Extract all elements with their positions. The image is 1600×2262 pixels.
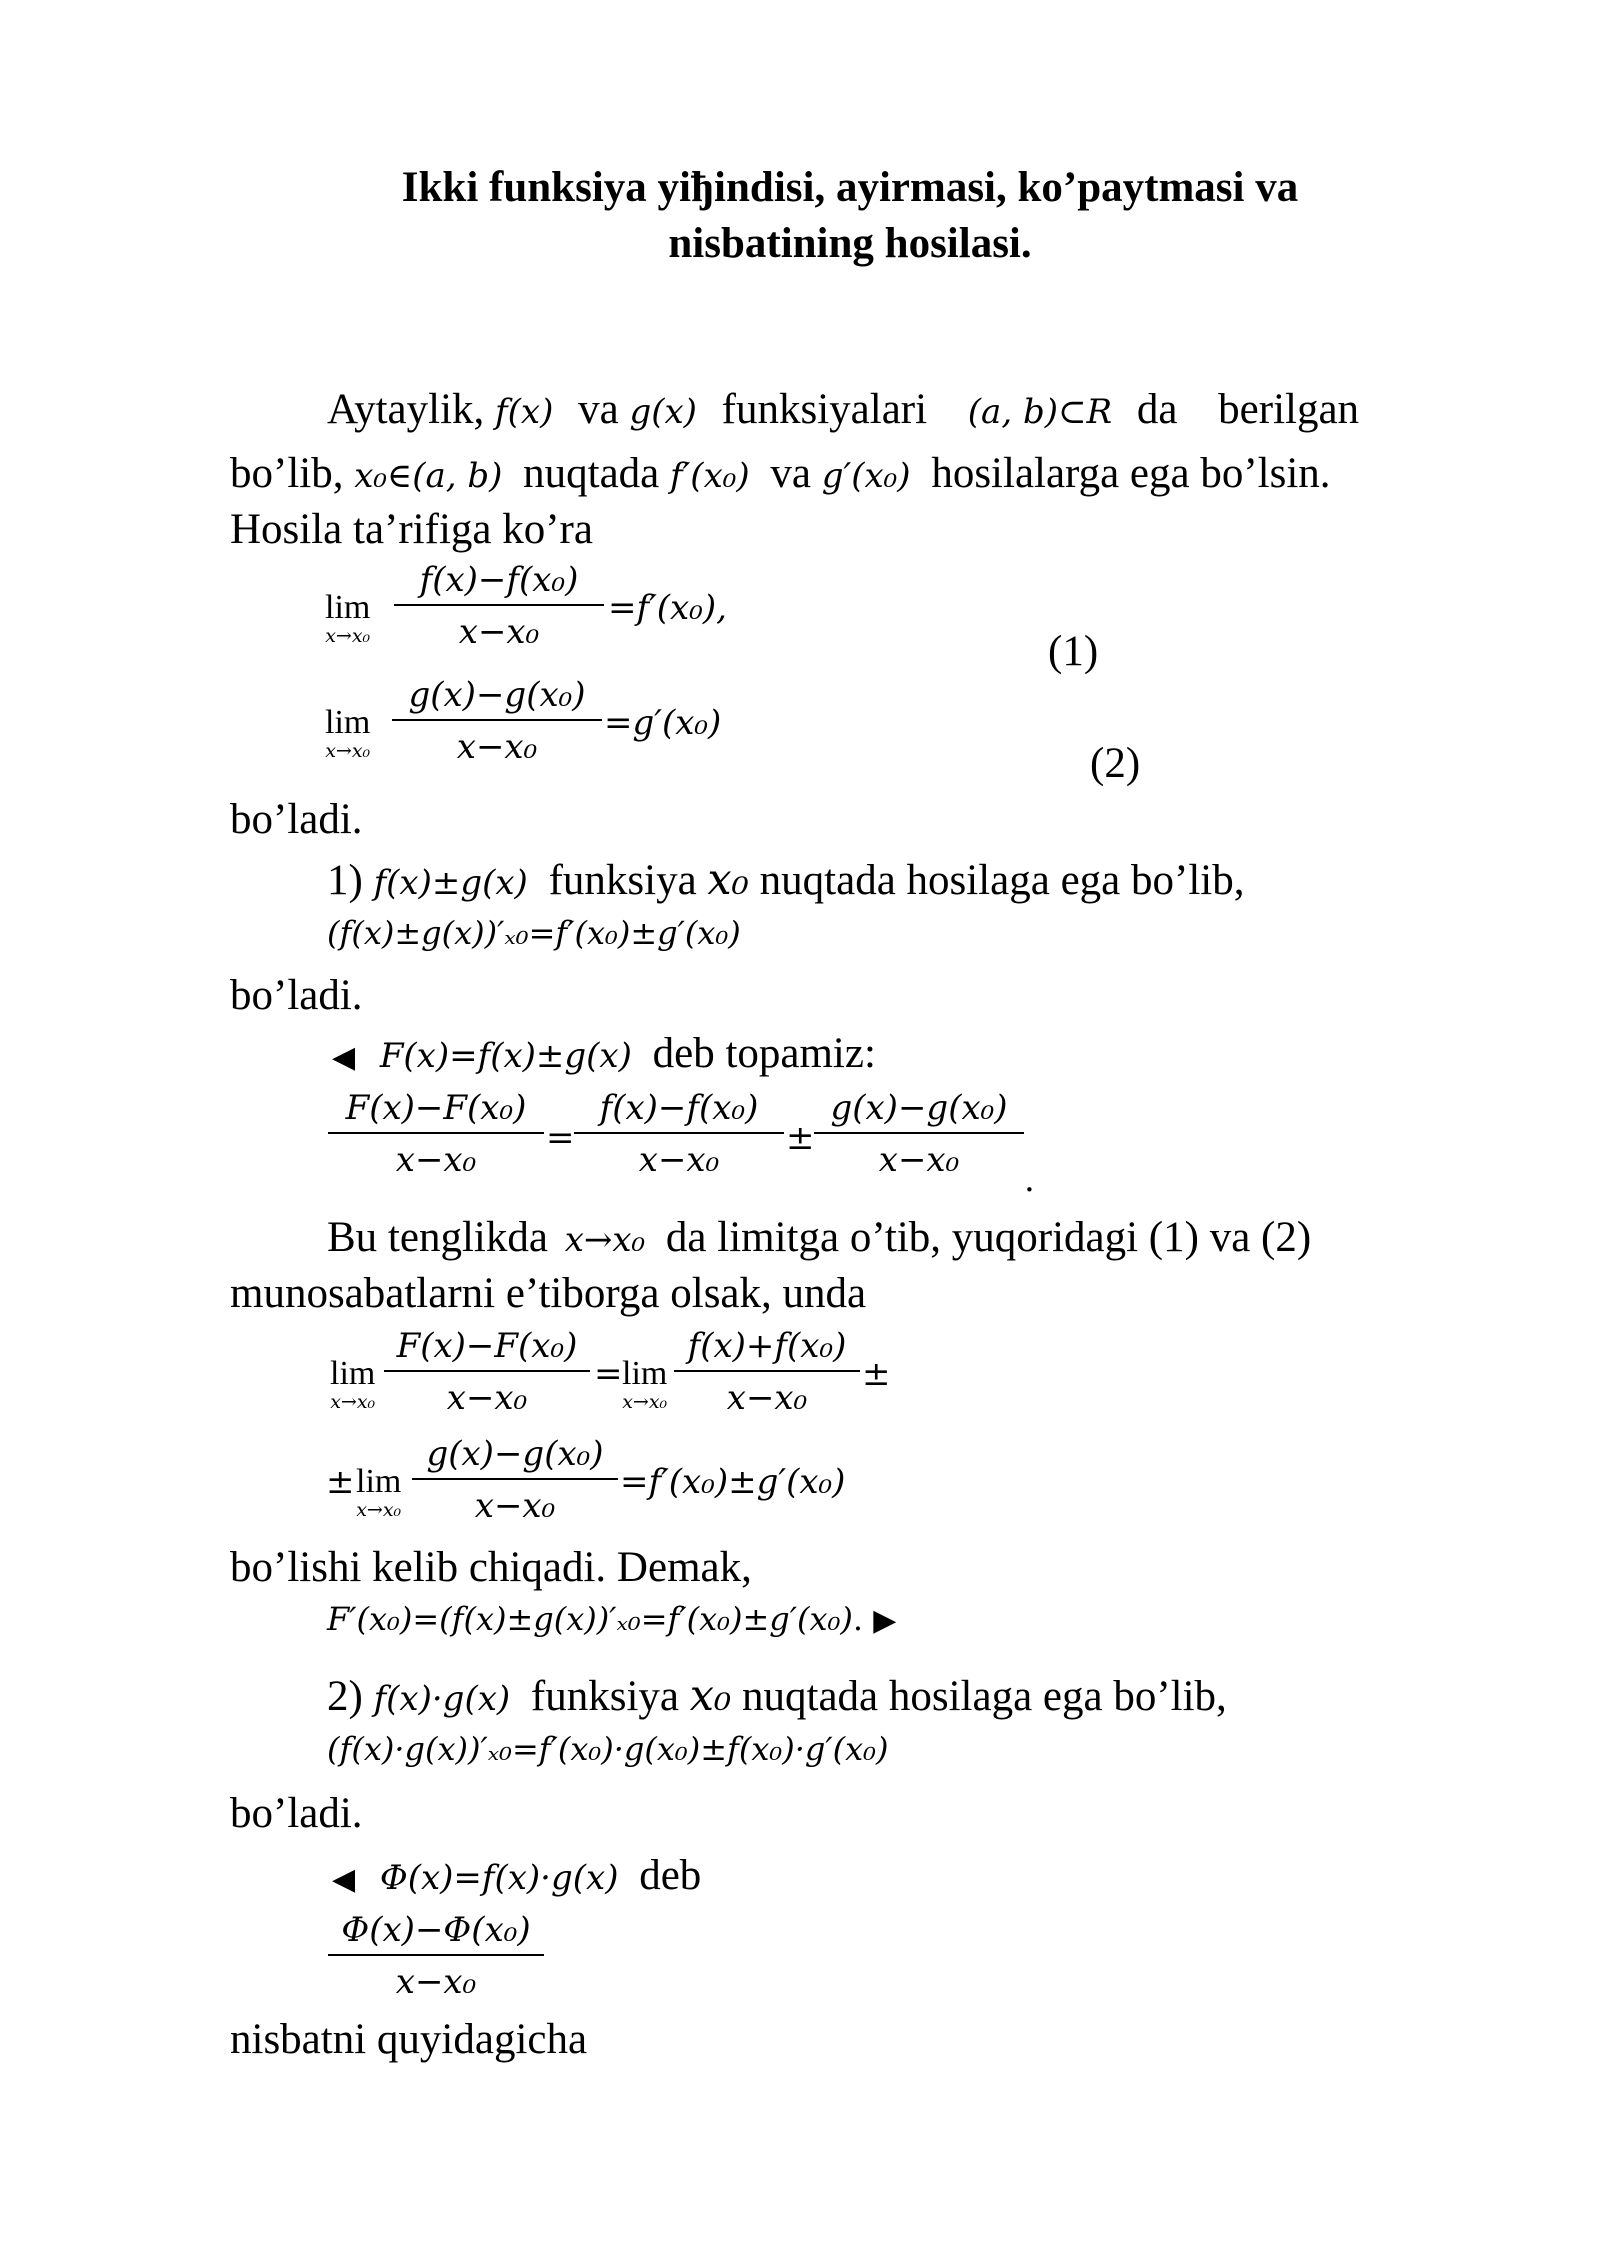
eq3-rhs: =f′(x₀)±g′(x₀) [620,1462,846,1502]
eq3-limit-b: lim x→x₀ [622,1355,668,1413]
proof-1-equals: = [546,1118,575,1158]
eq1-rhs: =f′(x₀), [608,588,727,628]
eq3-fraction-a: $\frac{\text{F(x)−F(x₀)}}{\text{x−x₀}}$ [384,1326,590,1418]
proof-1-dot: . [1024,1160,1035,1200]
eq3-plusminus-leading: ± [326,1462,355,1502]
item-1-formula: (f(x)±g(x))′ₓ₀=f′(x₀)±g′(x₀) [327,914,741,952]
document-title [230,160,1470,272]
paragraph-1-line-2: bo’lib, x₀∈(a, b) nuqtada f′(x₀) va g′(x₀) hosilalarga ega bo’lsin. [230,450,1331,497]
paragraph-1-line-1: Aytaylik, f(x) va g(x) funksiyalari (a, b)⊂R da berilgan [327,386,1360,433]
item-2-line: 2) f(x)·g(x) funksiya x₀ nuqtada hosilaga ega bo’lib, [327,1671,1227,1721]
proof-1-fraction-3: $\frac{\text{g(x)−g(x₀)}}{\text{x−x₀}}$ [814,1088,1024,1180]
eq2-limit: lim x→x₀ [325,704,371,762]
proof-1-line: ◀ F(x)=f(x)±g(x) deb topamiz: [332,1030,876,1077]
title-line-1: Ikki funksiya yiђindisi, ayirmasi, ko’paytmasi va [401,164,1299,211]
item-2-formula: (f(x)·g(x))′ₓ₀=f′(x₀)·g(x₀)±f(x₀)·g′(x₀) [327,1730,889,1768]
eq2-number: (2) [1090,740,1141,787]
paragraph-1-line-3: Hosila ta’rifiga ko’ra [230,506,593,553]
paragraph-3-line: bo’lishi kelib chiqadi. Demak, [230,1544,752,1591]
proof-2-line: ◀ Φ(x)=f(x)·g(x) deb [332,1852,702,1899]
eq1-limit: lim x→x₀ [325,589,371,647]
eq1-number: (1) [1048,628,1099,675]
paragraph-2-line-2: munosabatlarni e’tiborga olsak, unda [230,1270,867,1317]
eq1-fraction: $\frac{\text{f(x)−f(x₀)}}{\text{x−x₀}}$ [394,560,604,652]
eq3-fraction-b: $\frac{\text{f(x)+f(x₀)}}{\text{x−x₀}}$ [674,1326,860,1418]
proof-1-fraction-1: $\frac{\text{F(x)−F(x₀)}}{\text{x−x₀}}$ [328,1088,544,1180]
eq3-limit-a: lim x→x₀ [330,1355,376,1413]
paragraph-3-formula: F′(x₀)=(f(x)±g(x))′ₓ₀=f′(x₀)±g′(x₀). ▶ [327,1600,897,1638]
title-line-2: nisbatining hosilasi. [668,220,1032,267]
item-1-line: 1) f(x)±g(x) funksiya x₀ nuqtada hosilaga ega bo’lib, [327,855,1245,905]
eq2-rhs: =g′(x₀) [604,703,722,743]
eq3-fraction-c: $\frac{\text{g(x)−g(x₀)}}{\text{x−x₀}}$ [412,1434,618,1526]
eq3-equals: = [594,1354,623,1394]
eq2-fraction: $\frac{\text{g(x)−g(x₀)}}{\text{x−x₀}}$ [392,675,602,767]
last-line: nisbatni quyidagicha [230,2016,588,2063]
eq3-limit-c: lim x→x₀ [356,1463,402,1521]
bo-ladi-1: bo’ladi. [230,796,363,843]
eq3-plusminus: ± [862,1354,891,1394]
proof-2-fraction: $\frac{\text{Φ(x)−Φ(x₀)}}{\text{x−x₀}}$ [328,1910,544,2002]
proof-start-triangle-icon: ◀ [332,1040,356,1075]
paragraph-2-line-1: Bu tenglikda x→x₀ da limitga o’tib, yuqoridagi (1) va (2) [327,1214,1312,1261]
proof-1-plusminus: ± [786,1118,815,1158]
proof-1-fraction-2: $\frac{\text{f(x)−f(x₀)}}{\text{x−x₀}}$ [574,1088,784,1180]
proof-end-triangle-icon: ▶ [873,1603,897,1638]
bo-ladi-2: bo’ladi. [230,972,363,1019]
bo-ladi-3: bo’ladi. [230,1790,363,1837]
proof-2-start-triangle-icon: ◀ [332,1862,356,1897]
